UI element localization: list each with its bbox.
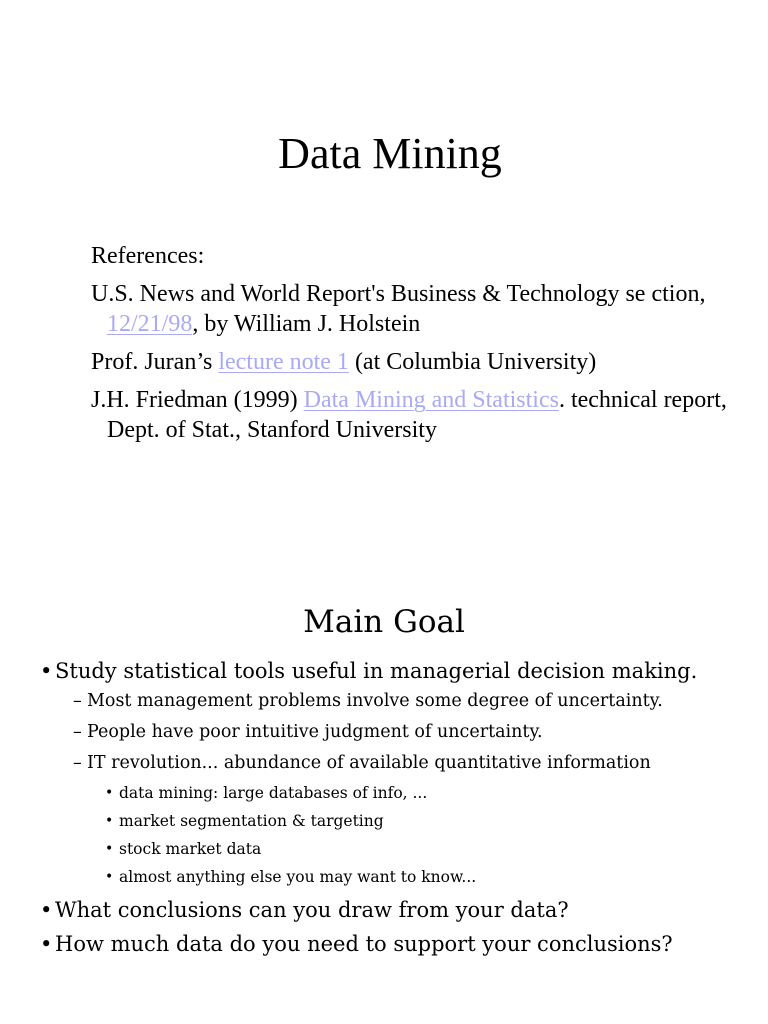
reference-text: J.H. Friedman (1999) — [91, 387, 304, 413]
reference-text: U.S. News and World Report's Business & Technology se ction, — [91, 281, 706, 307]
bullet-point — [40, 929, 760, 959]
link-data-mining-and-statistics[interactable]: Data Mining and Statistics — [303, 387, 559, 413]
sub-point-text: IT revolution... abundance of available quantitative information — [87, 753, 651, 773]
bullet-icon: • — [40, 898, 53, 922]
slide-title-data-mining: Data Mining — [278, 129, 502, 178]
bullet-icon: • — [105, 869, 114, 885]
reference-text: , by William J. Holstein — [192, 311, 421, 337]
bullet-text: Study statistical tools useful in managerial decision making. — [55, 659, 698, 683]
reference-text: (at Columbia University) — [348, 349, 597, 375]
references-list — [91, 241, 731, 453]
list-item — [40, 807, 760, 835]
link-lecture-note-1[interactable]: lecture note 1 — [218, 349, 349, 375]
sub-point — [40, 717, 760, 748]
dash-icon: – — [73, 753, 82, 773]
sub-point-text: People have poor intuitive judgment of uncertainty. — [87, 722, 543, 742]
reference-juran — [91, 347, 731, 377]
reference-us-news — [91, 279, 731, 339]
list-item-text: almost anything else you may want to know... — [119, 868, 477, 886]
list-item — [40, 779, 760, 807]
bullet-icon: • — [105, 785, 114, 801]
slide-title-main-goal: Main Goal — [303, 604, 465, 640]
bullet-icon: • — [105, 841, 114, 857]
dash-icon: – — [73, 722, 82, 742]
references-heading: References: — [91, 243, 205, 269]
bullet-icon: • — [40, 932, 53, 956]
bullet-text: How much data do you need to support your conclusions? — [55, 932, 673, 956]
reference-text: . technical report, Dept. of Stat., Stanford University — [107, 387, 727, 443]
sub-point — [40, 748, 760, 779]
sub-point — [40, 686, 760, 717]
list-item — [40, 863, 760, 891]
list-item — [40, 835, 760, 863]
list-item-text: stock market data — [119, 840, 262, 858]
bullet-text: What conclusions can you draw from your data? — [55, 898, 569, 922]
link-12-21-98[interactable]: 12/21/98 — [107, 311, 193, 337]
reference-friedman — [91, 385, 731, 445]
sub-point-text: Most management problems involve some degree of uncertainty. — [87, 691, 663, 711]
list-item-text: data mining: large databases of info, ... — [119, 784, 428, 802]
reference-text: Prof. Juran’s — [91, 349, 219, 375]
bullet-icon: • — [40, 659, 53, 683]
main-goal-list — [40, 656, 760, 959]
dash-icon: – — [73, 691, 82, 711]
bullet-point — [40, 656, 760, 686]
bullet-point — [40, 895, 760, 925]
list-item-text: market segmentation & targeting — [119, 812, 384, 830]
bullet-icon: • — [105, 813, 114, 829]
